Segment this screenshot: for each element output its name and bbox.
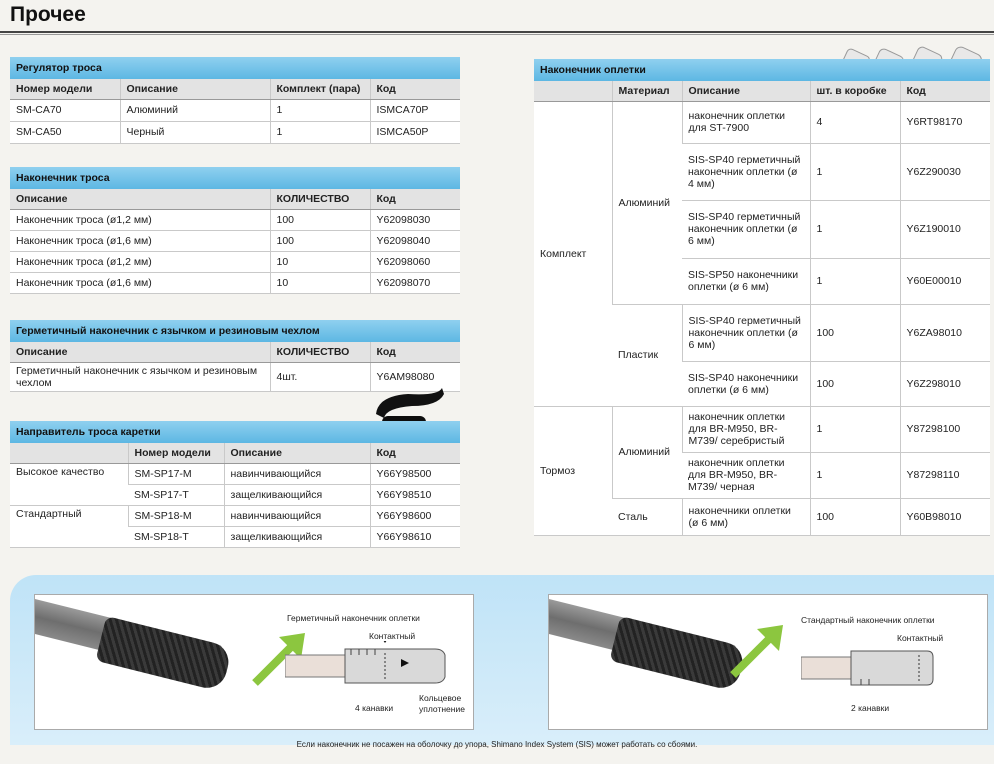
table-cell: SM-CA50 xyxy=(10,121,120,143)
table-cell: SM-SP18-T xyxy=(128,526,224,547)
sealed-end-table xyxy=(10,320,460,392)
table-cell: SM-SP18-M xyxy=(128,505,224,526)
footnote: Если наконечник не посажен на оболочку до упора, Shimano Index System (SIS) может работать со сбоями. xyxy=(296,740,698,749)
table-cell: навинчивающийся xyxy=(224,505,370,526)
table-cell: Наконечник троса (ø1,2 мм) xyxy=(10,251,270,272)
table-cell: Y6Z190010 xyxy=(900,200,990,258)
page-title: Прочее xyxy=(10,3,86,26)
table-row xyxy=(10,121,460,143)
table-cell: Y66Y98500 xyxy=(370,463,460,484)
table-cell: Герметичный наконечник с язычком и резиновым чехлом xyxy=(10,362,270,391)
table-cell: Y6AM98080 xyxy=(370,362,460,391)
table-cell: Наконечник троса (ø1,6 мм) xyxy=(10,272,270,293)
table-caption: Герметичный наконечник с язычком и резиновым чехлом xyxy=(10,320,460,342)
column-header: Код xyxy=(370,189,460,209)
column-header: Описание xyxy=(10,342,270,362)
column-header: Описание xyxy=(120,79,270,99)
table-cell: 4 xyxy=(810,101,900,143)
column-header: шт. в коробке xyxy=(810,81,900,101)
table-row xyxy=(10,99,460,121)
oring-label: Кольцевое уплотнение xyxy=(419,693,465,714)
column-header: Описание xyxy=(682,81,810,101)
column-header xyxy=(10,443,128,463)
table-cell: Алюминий xyxy=(120,99,270,121)
table-row xyxy=(10,230,460,251)
table-cell: Наконечник троса (ø1,2 мм) xyxy=(10,209,270,230)
outer-cap xyxy=(95,616,232,692)
table-cell: 10 xyxy=(270,251,370,272)
table-cell: Y62098040 xyxy=(370,230,460,251)
table-cell: наконечник оплетки для BR-M950, BR-M739/ черная xyxy=(682,452,810,498)
table-caption: Наконечник троса xyxy=(10,167,460,189)
table-row xyxy=(10,505,460,526)
table-cell: ISMCA50P xyxy=(370,121,460,143)
group-label: Стандартный xyxy=(10,505,128,547)
table-cell: 1 xyxy=(810,452,900,498)
table-cell: 4шт. xyxy=(270,362,370,391)
sealed-cap-photo xyxy=(34,594,474,730)
table-cell: SIS-SP40 герметичный наконечник оплетки (ø 4 мм) xyxy=(682,143,810,200)
table-caption: Направитель троса каретки xyxy=(10,421,460,443)
table-cell: 1 xyxy=(810,200,900,258)
table-cell: SM-SP17-M xyxy=(128,463,224,484)
table-cell: 10 xyxy=(270,272,370,293)
column-header: Код xyxy=(370,443,460,463)
table-cell: Y6Z298010 xyxy=(900,361,990,406)
table-cell: Y66Y98610 xyxy=(370,526,460,547)
sealed-cap-diagram xyxy=(285,641,474,691)
group-label: Тормоз xyxy=(534,406,612,535)
column-header: Код xyxy=(370,342,460,362)
table-cell: Y6ZA98010 xyxy=(900,304,990,361)
grooves-label: 4 канавки xyxy=(355,703,394,713)
table-cell: Y66Y98510 xyxy=(370,484,460,505)
table-cell: 1 xyxy=(810,143,900,200)
title-rule-thin xyxy=(0,34,994,35)
table-cell: наконечники оплетки (ø 6 мм) xyxy=(682,498,810,535)
arrow-icon xyxy=(727,621,787,681)
group-label: Высокое качество xyxy=(10,463,128,505)
table-cell: SM-SP17-T xyxy=(128,484,224,505)
table-row xyxy=(10,272,460,293)
grooves-label: 2 канавки xyxy=(851,703,890,713)
table-cell: Y60E00010 xyxy=(900,258,990,304)
table-cell: 100 xyxy=(270,209,370,230)
column-header xyxy=(534,81,612,101)
column-header: Материал xyxy=(612,81,682,101)
column-header: Номер модели xyxy=(10,79,120,99)
column-header: Описание xyxy=(10,189,270,209)
table-cell: Y6RT98170 xyxy=(900,101,990,143)
table-cell: Наконечник троса (ø1,6 мм) xyxy=(10,230,270,251)
table-cell: Y62098060 xyxy=(370,251,460,272)
standard-cap-diagram xyxy=(801,645,981,695)
column-header: Описание xyxy=(224,443,370,463)
standard-cap-photo xyxy=(548,594,988,730)
material-label: Пластик xyxy=(612,304,682,406)
table-caption: Наконечник оплетки xyxy=(534,59,990,81)
table-cell: 1 xyxy=(270,99,370,121)
column-header: КОЛИЧЕСТВО xyxy=(270,342,370,362)
table-cell: 1 xyxy=(270,121,370,143)
column-header: Номер модели xyxy=(128,443,224,463)
table-cell: Y87298100 xyxy=(900,406,990,452)
table-cell: SIS-SP40 герметичный наконечник оплетки (ø 6 мм) xyxy=(682,304,810,361)
table-row xyxy=(10,463,460,484)
table-cell: SIS-SP50 наконечники оплетки (ø 6 мм) xyxy=(682,258,810,304)
table-cell: Черный xyxy=(120,121,270,143)
table-cell: наконечник оплетки для ST-7900 xyxy=(682,101,810,143)
table-row xyxy=(10,209,460,230)
table-cell: 1 xyxy=(810,406,900,452)
table-cell: 100 xyxy=(810,498,900,535)
table-cell: Y87298110 xyxy=(900,452,990,498)
table-cell: 100 xyxy=(270,230,370,251)
table-row xyxy=(534,406,990,452)
table-cell: наконечник оплетки для BR-M950, BR-M739/ серебристый xyxy=(682,406,810,452)
diagram-title: Стандартный наконечник оплетки xyxy=(801,615,935,625)
table-row xyxy=(10,362,460,391)
table-cell: Y62098070 xyxy=(370,272,460,293)
table-cell: ISMCA70P xyxy=(370,99,460,121)
column-header: Комплект (пара) xyxy=(270,79,370,99)
table-cell: 100 xyxy=(810,361,900,406)
material-label: Алюминий xyxy=(612,101,682,304)
column-header: Код xyxy=(370,79,460,99)
group-label: Комплект xyxy=(534,101,612,406)
cable-adjuster-table xyxy=(10,57,460,144)
diagram-title: Герметичный наконечник оплетки xyxy=(287,613,420,623)
table-cell: 100 xyxy=(810,304,900,361)
table-cell: Y62098030 xyxy=(370,209,460,230)
column-header: КОЛИЧЕСТВО xyxy=(270,189,370,209)
table-cell: Y60B98010 xyxy=(900,498,990,535)
table-cell: SM-CA70 xyxy=(10,99,120,121)
table-cell: Y66Y98600 xyxy=(370,505,460,526)
table-cell: 1 xyxy=(810,258,900,304)
table-row xyxy=(534,101,990,143)
contact-label: Контактный xyxy=(369,631,416,641)
material-label: Алюминий xyxy=(612,406,682,498)
table-cell: защелкивающийся xyxy=(224,484,370,505)
contact-label: Контактный xyxy=(897,633,944,643)
table-cell: SIS-SP40 герметичный наконечник оплетки (ø 6 мм) xyxy=(682,200,810,258)
material-label: Сталь xyxy=(612,498,682,535)
cable-guide-table xyxy=(10,421,460,548)
table-cell: навинчивающийся xyxy=(224,463,370,484)
title-rule xyxy=(0,31,994,33)
column-header: Код xyxy=(900,81,990,101)
cable-end-table xyxy=(10,167,460,294)
table-cell: защелкивающийся xyxy=(224,526,370,547)
table-caption: Регулятор троса xyxy=(10,57,460,79)
table-row xyxy=(10,251,460,272)
table-cell: Y6Z290030 xyxy=(900,143,990,200)
table-cell: SIS-SP40 наконечники оплетки (ø 6 мм) xyxy=(682,361,810,406)
outer-cap-table xyxy=(534,59,990,536)
